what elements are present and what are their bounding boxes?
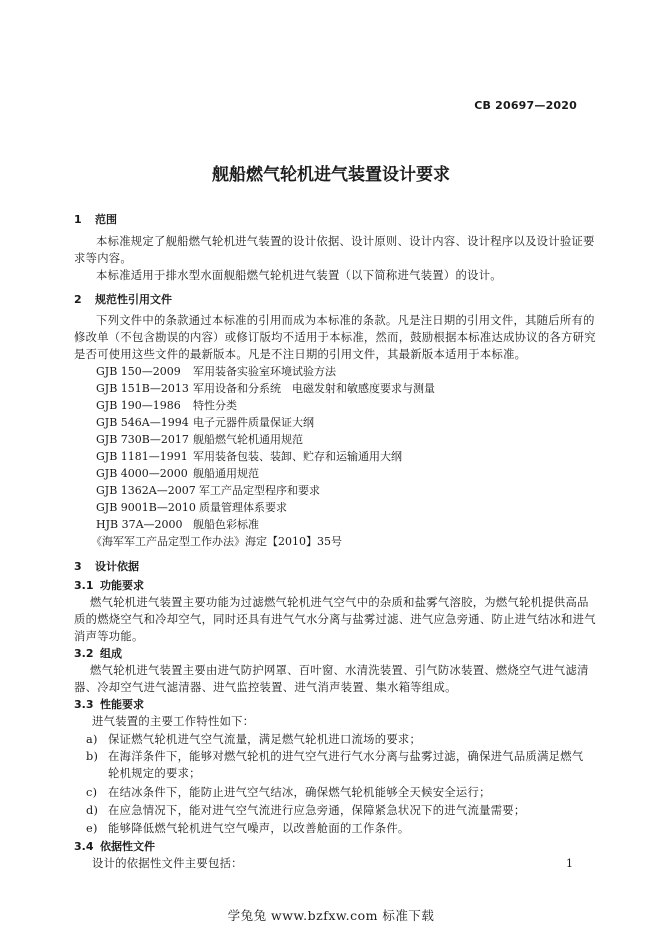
footer-watermark: 学兔兔 www.bzfxw.com 标准下载 xyxy=(227,908,435,923)
reference-item xyxy=(96,380,435,396)
list-marker: e) xyxy=(86,822,98,835)
reference-item xyxy=(96,448,402,464)
section-title: 依据性文件 xyxy=(100,840,155,853)
reference-item xyxy=(96,482,320,498)
section-3-4-heading xyxy=(74,838,155,854)
reference-name: 军用装备实验室环境试验方法 xyxy=(193,365,336,378)
section-number: 1 xyxy=(74,213,82,226)
section-number: 3.3 xyxy=(74,698,94,711)
section-number: 3 xyxy=(74,560,82,573)
paragraph-line: 本标准适用于排水型水面舰船燃气轮机进气装置（以下简称进气装置）的设计。 xyxy=(96,269,502,282)
reference-code: GJB 546A—1994 xyxy=(96,416,189,429)
section-title: 功能要求 xyxy=(100,579,144,592)
paragraph-line: 器、冷却空气进气滤清器、进气监控装置、进气消声装置、集水箱等组成。 xyxy=(74,681,457,694)
paragraph-line: 设计的依据性文件主要包括： xyxy=(92,857,243,870)
section-number: 2 xyxy=(74,293,82,306)
reference-item xyxy=(96,414,314,430)
reference-name: 军用装备包装、装卸、贮存和运输通用大纲 xyxy=(193,450,402,463)
section-number: 3.1 xyxy=(74,579,94,592)
list-marker: c) xyxy=(86,786,98,799)
paragraph-line: 燃气轮机进气装置主要由进气防护网罩、百叶窗、水清洗装置、引气防冰装置、燃烧空气进气滤清 xyxy=(90,664,589,677)
list-text-continuation: 轮机规定的要求； xyxy=(108,767,201,780)
reference-name: 舰船燃气轮机通用规范 xyxy=(193,433,303,446)
reference-code: GJB 1181—1991 xyxy=(96,450,188,463)
reference-item xyxy=(96,397,237,413)
list-item xyxy=(86,731,421,747)
page-number: 1 xyxy=(566,857,573,870)
reference-item xyxy=(96,465,259,481)
reference-name: 舰船通用规范 xyxy=(193,467,259,480)
section-1-heading xyxy=(74,211,117,227)
paragraph-line: 消声等功能。 xyxy=(74,630,144,643)
list-text: 在结冰条件下，能防止进气空气结冰，确保燃气轮机能够全天候安全运行； xyxy=(108,786,491,799)
section-title: 设计依据 xyxy=(95,560,139,573)
reference-name: 特性分类 xyxy=(193,399,237,412)
paragraph-line: 求等内容。 xyxy=(74,252,132,265)
section-title: 规范性引用文件 xyxy=(95,293,172,306)
section-3-3-heading xyxy=(74,696,144,712)
reference-code: GJB 150—2009 xyxy=(96,365,181,378)
reference-name: 电子元器件质量保证大纲 xyxy=(193,416,314,429)
reference-name: 质量管理体系要求 xyxy=(199,501,287,514)
list-marker: d) xyxy=(86,804,99,817)
document-title: 舰船燃气轮机进气装置设计要求 xyxy=(212,165,450,185)
reference-name: 舰船色彩标准 xyxy=(193,518,259,531)
section-3-1-heading xyxy=(74,577,144,593)
list-item xyxy=(86,802,526,818)
reference-decree: 《海军军工产品定型工作办法》海定【2010】35号 xyxy=(91,535,342,548)
reference-code: GJB 151B—2013 xyxy=(96,382,189,395)
list-text: 在海洋条件下，能够对燃气轮机的进气空气进行气水分离与盐雾过滤，确保进气品质满足燃气 xyxy=(108,750,584,763)
list-marker: a) xyxy=(86,733,98,746)
standard-code: CB 20697—2020 xyxy=(474,99,577,112)
paragraph-line: 修改单（不包含勘误的内容）或修订版均不适用于本标准，然而，鼓励根据本标准达成协议的各方研究 xyxy=(74,331,596,344)
reference-code: GJB 4000—2000 xyxy=(96,467,188,480)
list-text: 在应急情况下，能对进气空气流进行应急旁通，保障紧急状况下的进气流量需要； xyxy=(108,804,526,817)
reference-code: GJB 1362A—2007 xyxy=(96,484,196,497)
paragraph-line: 进气装置的主要工作特性如下： xyxy=(92,715,255,728)
reference-code: HJB 37A—2000 xyxy=(96,518,183,531)
reference-name: 军工产品定型程序和要求 xyxy=(199,484,320,497)
section-number: 3.4 xyxy=(74,840,94,853)
list-item xyxy=(86,820,410,836)
reference-code: GJB 190—1986 xyxy=(96,399,181,412)
reference-name: 军用设备和分系统 电磁发射和敏感度要求与测量 xyxy=(193,382,435,395)
reference-item xyxy=(96,516,259,532)
reference-code: GJB 730B—2017 xyxy=(96,433,189,446)
paragraph-line: 是否可使用这些文件的最新版本。凡是不注日期的引用文件，其最新版本适用于本标准。 xyxy=(74,348,527,361)
reference-item xyxy=(96,499,287,515)
paragraph-line: 燃气轮机进气装置主要功能为过滤燃气轮机进气空气中的杂质和盐雾气溶胶，为燃气轮机提供高品 xyxy=(90,596,589,609)
paragraph-line: 本标准规定了舰船燃气轮机进气装置的设计依据、设计原则、设计内容、设计程序以及设计验证要 xyxy=(96,235,595,248)
section-title: 范围 xyxy=(95,213,117,226)
list-item xyxy=(86,784,491,800)
paragraph-line: 下列文件中的条款通过本标准的引用而成为本标准的条款。凡是注日期的引用文件，其随后所有的 xyxy=(96,314,595,327)
reference-item xyxy=(96,363,336,379)
paragraph-line: 质的燃烧空气和冷却空气，同时还具有进气气水分离与盐雾过滤、进气应急旁通、防止进气结冰和进气 xyxy=(74,613,596,626)
section-title: 组成 xyxy=(100,647,122,660)
list-text: 能够降低燃气轮机进气空气噪声，以改善舱面的工作条件。 xyxy=(108,822,410,835)
list-marker: b) xyxy=(86,750,99,763)
reference-code: GJB 9001B—2010 xyxy=(96,501,196,514)
section-2-heading xyxy=(74,291,172,307)
section-number: 3.2 xyxy=(74,647,94,660)
section-3-heading xyxy=(74,558,139,574)
list-item xyxy=(86,748,583,764)
list-text: 保证燃气轮机进气空气流量，满足燃气轮机进口流场的要求； xyxy=(108,733,422,746)
reference-item xyxy=(96,431,303,447)
section-3-2-heading xyxy=(74,645,122,661)
section-title: 性能要求 xyxy=(100,698,144,711)
